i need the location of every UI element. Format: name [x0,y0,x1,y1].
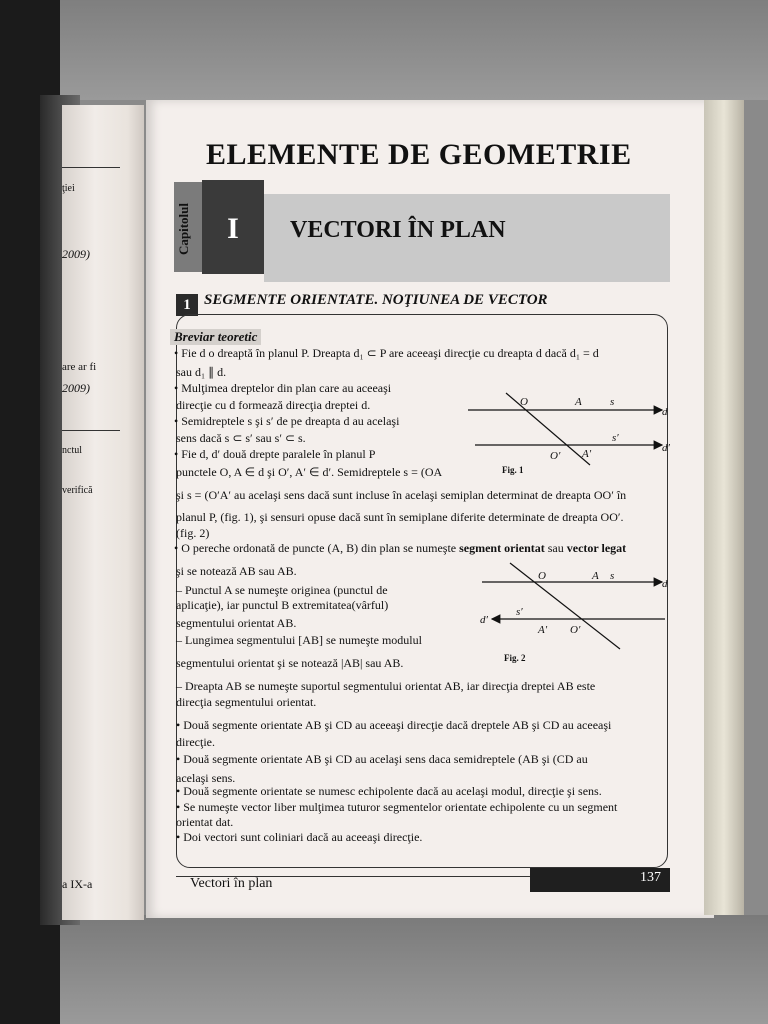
text-line: (fig. 2) [176,526,210,540]
text-line: • Se numeşte vector liber mulţimea tuturor segmentelor orientate echipolente cu un segment [176,800,618,814]
text-line: sau d₁ ∥ d. [176,365,227,379]
text-line: • Două segmente orientate AB şi CD au acelaşi sens daca semidreptele (AB şi (CD au [176,752,588,766]
left-page-rule [62,167,120,168]
text-line: sens dacă s ⊂ s′ sau s′ ⊂ s. [176,431,306,445]
left-page-fragment: ţiei [62,183,75,194]
label-O: O [520,396,528,408]
label-A: A [575,396,582,408]
term-vector-legat: vector legat [566,541,627,555]
left-page-fragment: are ar fi [62,361,97,373]
left-page [62,105,144,920]
text-line: – Dreapta AB se numeşte suportul segmentului orientat AB, iar direcţia dreptei AB este [176,679,596,693]
text-part: • O pereche ordonată de puncte (A, B) din plan se numeşte [174,541,460,555]
text-line: segmentului orientat AB. [176,616,297,630]
chapter-label: Capitolul [176,203,191,256]
text-line: • Fie d, d′ două drepte paralele în planul P [174,447,376,461]
label-d-prime: d′ [480,614,488,626]
text-line: – Lungimea segmentului [AB] se numeşte modulul [176,633,422,647]
left-page-rule [62,430,120,431]
text-line: • Semidreptele s şi s′ de pe dreapta d au acelaşi [174,414,400,428]
background-bottom [0,915,768,1024]
main-title: ELEMENTE DE GEOMETRIE [206,138,632,171]
chapter-title: VECTORI ÎN PLAN [290,217,506,243]
text-line-segment-orientat [174,541,626,555]
left-page-fragment: verifică [62,485,93,496]
left-page-fragment: 2009) [62,381,90,395]
text-line: – Punctul A se numeşte originea (punctul de [176,583,388,597]
text-line: • Mulţimea dreptelor din plan care au aceeaşi [174,381,392,395]
text-line: punctele O, A ∈ d şi O′, A′ ∈ d′. Semidreptele s = (OA [176,465,443,479]
page-number: 137 [640,870,661,885]
text-line: • Două segmente orientate se numesc echipolente dacă au acelaşi modul, direcţie şi sens. [176,784,602,798]
label-s: s [610,396,615,408]
term-segment-orientat: segment orientat [459,541,545,555]
left-page-fragment: nctul [62,445,82,456]
chapter-number: I [227,212,239,245]
label-A: A [592,570,599,582]
text-line: aplicaţie), iar punctul B extremitatea(vârful) [176,598,389,612]
label-s: s [610,570,615,582]
breviar-label: Breviar teoretic [170,329,261,345]
left-page-fragment: 2009) [62,247,90,261]
label-A-prime: A′ [582,448,592,460]
transversal-oo [510,563,620,649]
background-top [0,0,768,100]
text-line: planul P, (fig. 1), şi sensuri opuse dacă sunt în semiplane diferite determinate de dreapta OO′. [176,510,624,524]
label-d-prime: d′ [662,442,670,454]
label-s-prime: s′ [516,606,523,618]
figure-2-caption: Fig. 2 [504,653,526,663]
text-line: • Fie d o dreaptă în planul P. Dreapta d₁ ⊂ P are aceeaşi direcţie cu dreapta d dacă d₁ = d [174,346,599,360]
label-d: d [662,578,668,590]
text-line: acelaşi sens. [176,771,236,785]
text-line: direcţia segmentului orientat. [176,695,317,709]
label-O-prime: O′ [570,624,581,636]
text-line: direcţie cu d formează direcţia dreptei d. [176,398,371,412]
text-line: şi s = (O′A′ au acelaşi sens dacă sunt incluse în acelaşi semiplan determinat de dreapta OO′ în [176,488,627,502]
section-number-badge: 1 [176,294,198,316]
label-s-prime: s′ [612,432,619,444]
text-line: orientat dat. [176,815,234,829]
page-edge [704,100,744,915]
text-line: direcţie. [176,735,215,749]
figure-1-caption: Fig. 1 [502,465,524,475]
label-d: d [662,406,668,418]
figure-2 [440,555,670,667]
label-O: O [538,570,546,582]
text-line: • Două segmente orientate AB şi CD au aceeaşi direcţie dacă dreptele AB şi CD au aceeaşi [176,718,612,732]
text-line: • Doi vectori sunt coliniari dacă au aceeaşi direcţie. [176,830,423,844]
figure-1 [440,385,670,480]
label-A-prime: A′ [538,624,548,636]
label-O-prime: O′ [550,450,561,462]
left-page-footer: a IX-a [62,877,93,891]
footer-title: Vectori în plan [190,876,273,891]
section-title: SEGMENTE ORIENTATE. NOŢIUNEA DE VECTOR [204,292,548,308]
text-line: segmentului orientat şi se notează |AB| sau AB. [176,656,404,670]
text-part: sau [544,541,567,555]
text-line: şi se notează AB sau AB. [176,564,297,578]
